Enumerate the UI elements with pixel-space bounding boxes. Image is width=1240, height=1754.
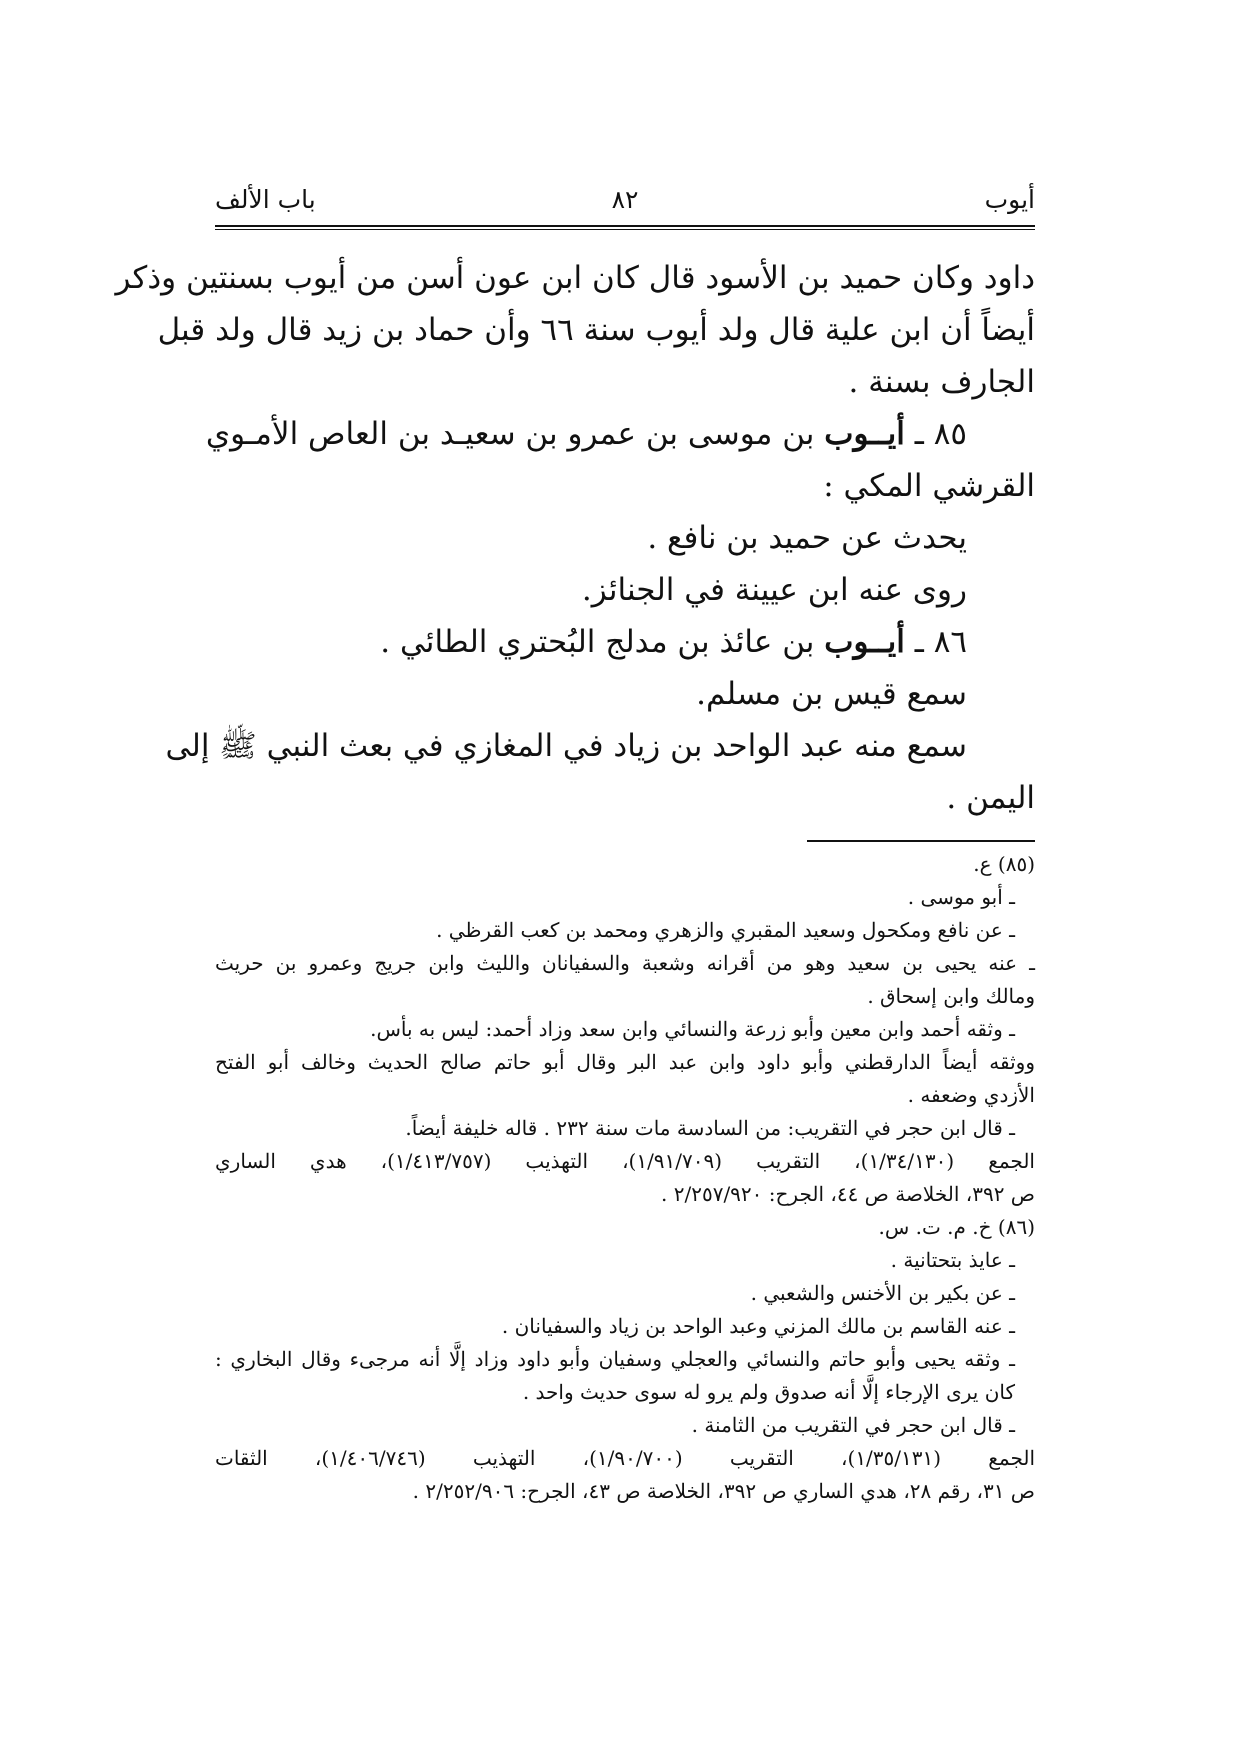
body-line: الجارف بسنة . <box>848 364 1035 400</box>
entry-number: ٨٥ ـ <box>914 416 967 452</box>
footnote-line: ـ أبو موسى . <box>907 885 1015 909</box>
entry-lineage: بن عائذ بن مدلج البُحتري الطائي . <box>380 624 815 660</box>
footnote-line: ـ وثقه يحيى وأبو حاتم والنسائي والعجلي وسفيان وأبو داود وزاد إلَّا أنه مرجىء وقال البخاري : <box>215 1347 1015 1371</box>
body-line: سمع قيس بن مسلم. <box>696 676 967 712</box>
running-header <box>215 185 1035 223</box>
entry-name: أيــوب <box>824 624 905 660</box>
body-line: سمع منه عبد الواحد بن زياد في المغازي في بعث النبي ﷺ إلى <box>165 728 967 764</box>
body-line: روى عنه ابن عيينة في الجنائز. <box>581 572 967 608</box>
entry-number: ٨٦ ـ <box>914 624 967 660</box>
body-line: يحدث عن حميد بن نافع . <box>647 520 967 556</box>
entry-name: أيــوب <box>824 416 905 452</box>
footnote-line: الجمع (١/٣٥/١٣١)، التقريب (١/٩٠/٧٠٠)، التهذيب (١/٤٠٦/٧٤٦)، الثقات <box>215 1446 1036 1470</box>
footnote-line: ـ عنه يحيى بن سعيد وهو من أقرانه وشعبة والسفيانان والليث وابن جريج وعمرو بن حريث <box>215 951 1035 975</box>
body-line: أيضاً أن ابن علية قال ولد أيوب سنة ٦٦ وأن حماد بن زيد قال ولد قبل <box>157 312 1035 348</box>
footnote-line: ـ عن بكير بن الأخنس والشعبي . <box>750 1281 1015 1305</box>
main-text <box>115 252 1035 824</box>
footnote-line: ومالك وابن إسحاق . <box>867 984 1035 1008</box>
footnote-marker: (٨٦) خ. م. ت. س. <box>878 1215 1035 1239</box>
footnotes <box>215 848 1035 1508</box>
footnote-line: ص ٣١، رقم ٢٨، هدي الساري ص ٣٩٢، الخلاصة ص ٤٣، الجرح: ٢/٢٥٢/٩٠٦ . <box>412 1479 1035 1503</box>
entry-85-heading <box>205 408 1035 460</box>
footnote-line: كان يرى الإرجاء إلَّا أنه صدوق ولم يرو له سوى حديث واحد . <box>522 1380 1015 1404</box>
header-chapter-title: باب الألف <box>215 185 316 214</box>
footnote-separator <box>807 840 1035 842</box>
footnote-line: الجمع (١/٣٤/١٣٠)، التقريب (١/٩١/٧٠٩)، التهذيب (١/٤١٣/٧٥٧)، هدي الساري <box>215 1149 1035 1173</box>
footnote-marker: (٨٥) ع. <box>973 852 1035 876</box>
footnote-line: ـ عنه القاسم بن مالك المزني وعبد الواحد بن زياد والسفيانان . <box>501 1314 1015 1338</box>
body-line: القرشي المكي : <box>823 468 1035 504</box>
footnote-line: الأزدي وضعفه . <box>907 1083 1035 1107</box>
entry-lineage: بن موسى بن عمرو بن سعيـد بن العاص الأمـوي <box>205 416 815 452</box>
header-entry-name: أيوب <box>984 185 1035 214</box>
body-line: داود وكان حميد بن الأسود قال كان ابن عون أسن من أيوب بسنتين وذكر <box>115 260 1035 296</box>
body-line: اليمن . <box>946 780 1035 816</box>
footnote-line: ـ وثقه أحمد وابن معين وأبو زرعة والنسائي وابن سعد وزاد أحمد: ليس به بأس. <box>370 1017 1015 1041</box>
footnote-line: ـ قال ابن حجر في التقريب من الثامنة . <box>691 1413 1015 1437</box>
header-divider <box>215 225 1035 230</box>
footnote-line: ووثقه أيضاً الدارقطني وأبو داود وابن عبد البر وقال أبو حاتم صالح الحديث وخالف أبو الفتح <box>215 1050 1035 1074</box>
footnote-line: ـ عن نافع ومكحول وسعيد المقبري والزهري ومحمد بن كعب القرظي . <box>436 918 1015 942</box>
book-page <box>115 185 1036 1508</box>
entry-86-heading <box>215 616 1035 668</box>
page-number: ٨٢ <box>611 185 639 214</box>
footnote-line: ـ قال ابن حجر في التقريب: من السادسة مات سنة ٢٣٢ . قاله خليفة أيضاً. <box>405 1116 1015 1140</box>
footnote-line: ص ٣٩٢، الخلاصة ص ٤٤، الجرح: ٢/٢٥٧/٩٢٠ . <box>661 1182 1035 1206</box>
footnote-line: ـ عايذ بتحتانية . <box>890 1248 1015 1272</box>
